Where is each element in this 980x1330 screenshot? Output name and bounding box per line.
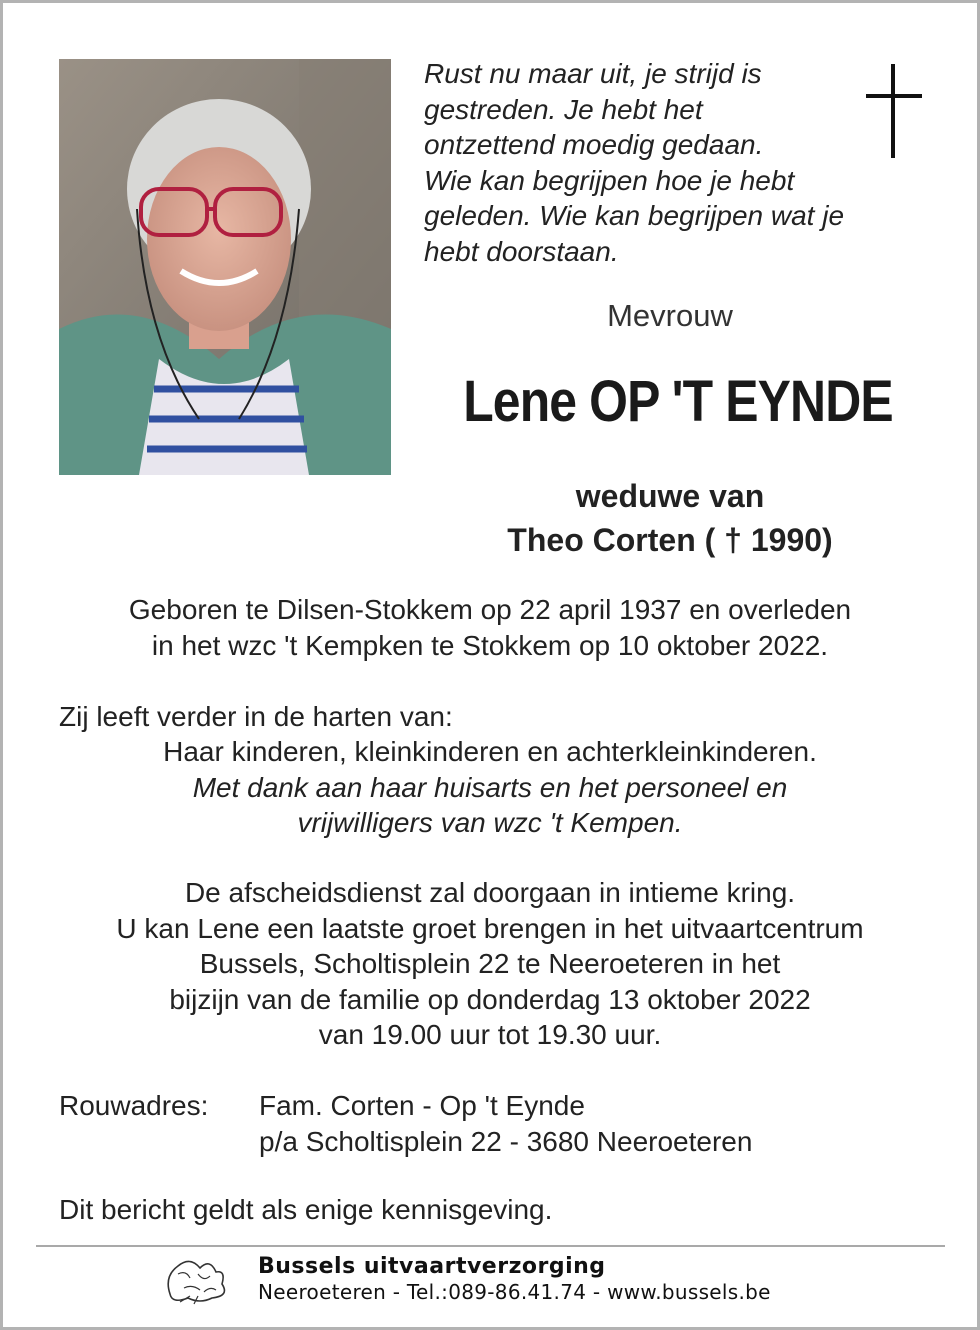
service-line: U kan Lene een laatste groet brengen in het uitvaartcentrum — [116, 912, 864, 944]
address-lines — [259, 1088, 752, 1159]
address-label: Rouwadres: — [59, 1090, 209, 1121]
poem-verse — [424, 56, 854, 269]
service-line: van 19.00 uur tot 19.30 uur. — [318, 1019, 662, 1050]
service-line: De afscheidsdienst zal doorgaan in intieme kring. — [184, 877, 796, 908]
poem-line: Rust nu maar uit, je strijd is — [424, 58, 762, 89]
widow-of — [470, 474, 870, 562]
survived-by-heading: Zij leeft verder in de harten van: — [59, 701, 453, 732]
poem-line: ontzettend moedig gedaan. — [424, 129, 764, 160]
birth-death-info — [40, 592, 940, 663]
poem-line: geleden. Wie kan begrijpen wat je — [424, 200, 845, 231]
widow-line: weduwe van — [575, 478, 765, 514]
poem-line: gestreden. Je hebt het — [424, 93, 703, 125]
address-line: Fam. Corten - Op 't Eynde — [259, 1090, 585, 1121]
funeral-service-info — [40, 875, 940, 1053]
notice-statement: Dit bericht geldt als enige kennisgeving. — [59, 1194, 553, 1225]
deceased-name: Lene OP 'T EYNDE — [463, 369, 893, 434]
latin-cross-icon — [866, 64, 922, 158]
thanks-line: vrijwilligers van wzc 't Kempen. — [297, 807, 683, 838]
poem-line: Wie kan begrijpen hoe je hebt — [424, 164, 795, 196]
portrait-photo — [59, 59, 391, 475]
service-line: bijzijn van de familie op donderdag 13 oktober 2022 — [169, 983, 811, 1015]
bussels-logo — [160, 1254, 248, 1306]
birth-line: Geboren te Dilsen-Stokkem op 22 april 1937 en overleden — [128, 594, 852, 625]
service-line: Bussels, Scholtisplein 22 te Neeroeteren in het — [199, 948, 781, 979]
honorific: Mevrouw — [607, 298, 733, 333]
company-contact: Neeroeteren - Tel.:089-86.41.74 - www.bussels.be — [258, 1280, 771, 1304]
survived-by — [40, 734, 940, 841]
company-name: Bussels uitvaartverzorging — [258, 1254, 606, 1279]
thanks-line: Met dank aan haar huisarts en het personeel en — [192, 771, 788, 803]
poem-line: hebt doorstaan. — [424, 235, 619, 267]
spouse-name: Theo Corten ( † 1990) — [507, 522, 833, 558]
death-line: in het wzc 't Kempken te Stokkem op 10 oktober 2022. — [151, 629, 829, 661]
address-line: p/a Scholtisplein 22 - 3680 Neeroeteren — [259, 1125, 753, 1157]
family-line: Haar kinderen, kleinkinderen en achterkleinkinderen. — [163, 736, 817, 767]
footer-divider — [36, 1245, 945, 1247]
